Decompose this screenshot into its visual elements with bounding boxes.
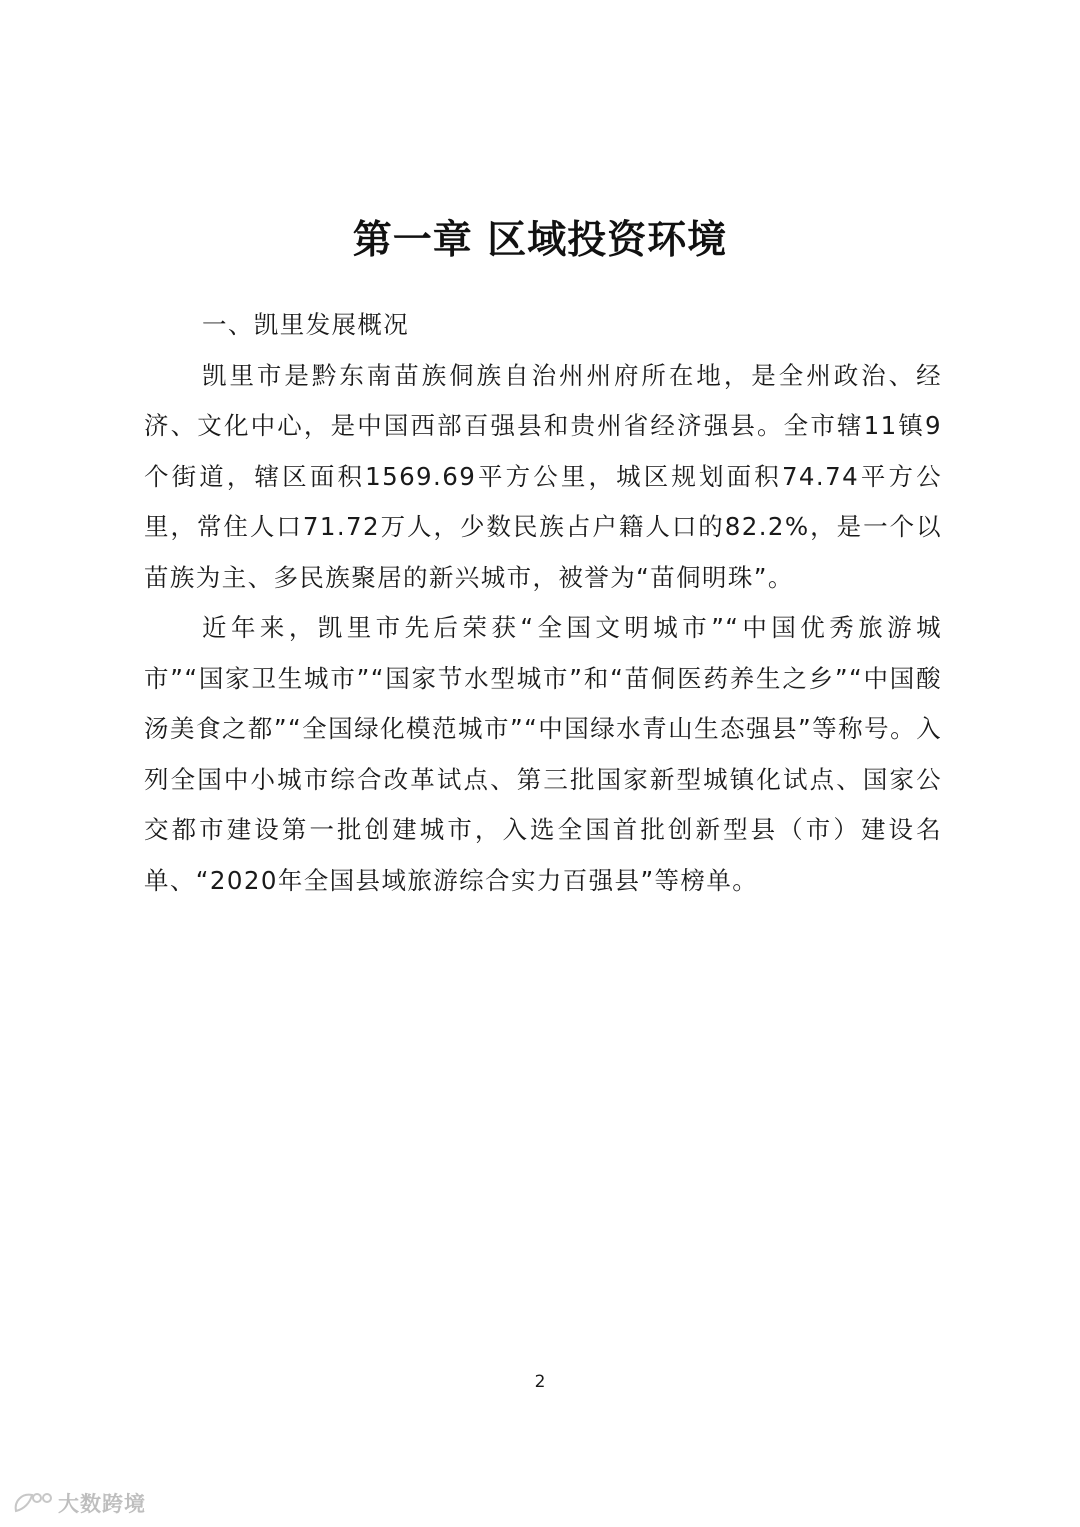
section-heading: 一、凯里发展概况 <box>202 310 410 339</box>
paragraph-honors: 近年来，凯里市先后荣获“全国文明城市”“中国优秀旅游城市”“国家卫生城市”“国家节水型城市”和“苗侗医药养生之乡”“中国酸汤美食之都”“全国绿化模范城市”“中国绿水青山生态强县”等称号。入列全国中小城市综合改革试点、第三批国家新型城镇化试点、国家公交都市建设第一批创建城市，入选全国首批创新型县（市）建设名单、“2020年全国县域旅游综合实力百强县”等榜单。 <box>144 613 942 895</box>
chapter-title: 第一章 区域投资环境 <box>352 217 728 264</box>
paragraph-overview: 凯里市是黔东南苗族侗族自治州州府所在地，是全州政治、经济、文化中心，是中国西部百强县和贵州省经济强县。全市辖11镇9个街道，辖区面积1569.69平方公里，城区规划面积74.74平方公里，常住人口71.72万人，少数民族占户籍人口的82.2%，是一个以苗族为主、多民族聚居的新兴城市，被誉为“苗侗明珠”。 <box>144 360 942 592</box>
leaf-logo-icon <box>10 1489 54 1517</box>
watermark-text: 大数跨境 <box>58 1492 146 1516</box>
page-number: 2 <box>534 1372 546 1392</box>
document-body <box>144 300 942 906</box>
watermark <box>10 1488 146 1518</box>
